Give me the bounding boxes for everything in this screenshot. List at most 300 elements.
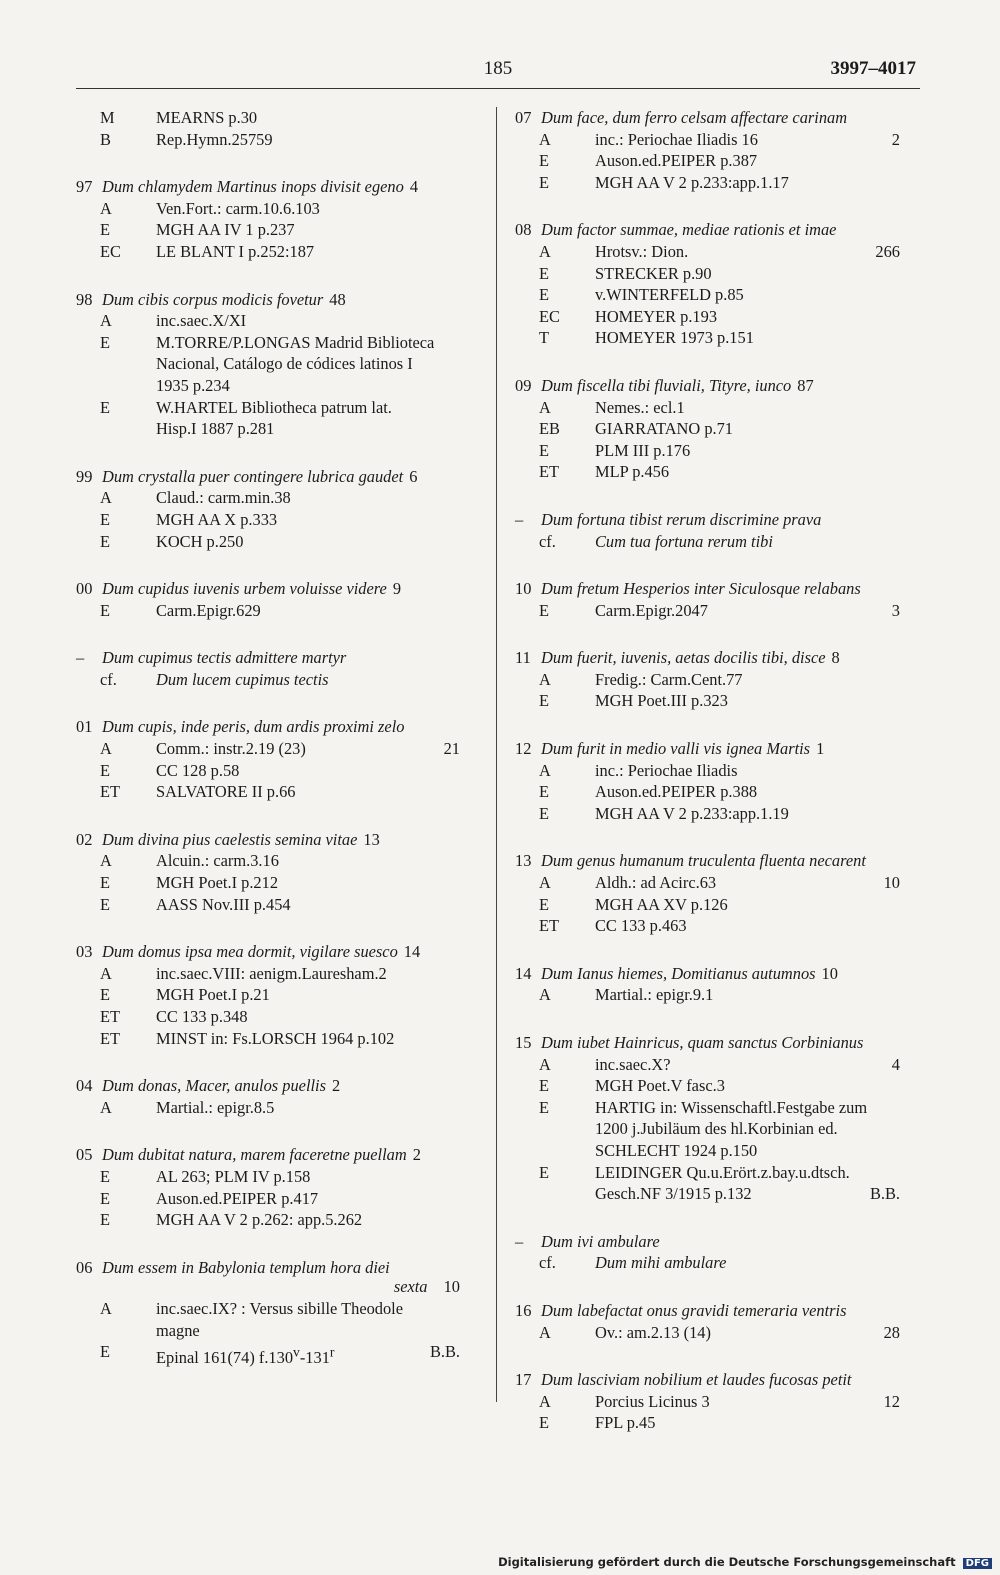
- verse-count: 48: [329, 289, 346, 309]
- source-code: M: [100, 108, 115, 127]
- verse-count: 14: [403, 942, 421, 962]
- source-code: E: [539, 1162, 550, 1182]
- reference-text: CC 133 p.348: [156, 1007, 248, 1026]
- footer-text: Digitalisierung gefördert durch die Deutsche Forschungsgemeinschaft: [498, 1555, 956, 1569]
- reference-line: [515, 327, 920, 349]
- source-code: EC: [100, 241, 121, 261]
- entry-number: 03: [76, 942, 93, 962]
- entry-heading: [515, 509, 920, 531]
- reference-line: [76, 984, 480, 1006]
- entry-heading: [76, 829, 480, 851]
- reference-line: [515, 531, 920, 553]
- reference-line: [515, 306, 920, 328]
- entry-number: 00: [76, 579, 93, 599]
- reference-line: [76, 332, 480, 354]
- reference-text: M.TORRE/P.LONGAS Madrid Biblioteca: [156, 332, 435, 352]
- reference-text: LE BLANT I p.252:187: [156, 241, 315, 261]
- reference-line: [515, 669, 920, 691]
- reference-text: v.WINTERFELD p.85: [595, 285, 744, 305]
- source-code: A: [100, 311, 112, 331]
- source-code: A: [539, 1322, 551, 1342]
- reference-line: [515, 915, 920, 937]
- reference-text: Auson.ed.PEIPER p.388: [595, 782, 758, 802]
- entry-left-0: [76, 107, 480, 150]
- entry-right-12: [515, 1369, 920, 1434]
- reference-text: Alcuin.: carm.3.16: [156, 851, 279, 871]
- source-code: E: [100, 509, 111, 529]
- reference-text: inc.saec.X?: [595, 1054, 671, 1074]
- reference-line: [76, 850, 480, 872]
- continuation-text: Hisp.I 1887 p.281: [156, 419, 275, 439]
- reference-line: [76, 1298, 480, 1320]
- reference-line: [76, 760, 480, 782]
- reference-line: [76, 397, 480, 419]
- line-value: 4: [891, 1054, 900, 1074]
- reference-text: MEARNS p.30: [156, 108, 258, 127]
- source-code: cf.: [539, 1253, 556, 1273]
- reference-text: LEIDINGER Qu.u.Erört.z.bay.u.dtsch.: [595, 1162, 850, 1182]
- reference-line: [515, 803, 920, 825]
- reference-line: [76, 1028, 480, 1050]
- reference-line: [76, 1006, 480, 1028]
- entry-right-6: [515, 738, 920, 824]
- right-column: [515, 107, 920, 1460]
- reference-line: [76, 310, 480, 332]
- reference-line: [76, 1166, 480, 1188]
- column-divider: [496, 107, 497, 1402]
- source-code: A: [100, 198, 112, 218]
- reference-line: [76, 1209, 480, 1231]
- entry-left-11: [76, 1257, 480, 1368]
- verse-count: 2: [412, 1145, 421, 1165]
- source-code: A: [539, 397, 551, 417]
- reference-line: [76, 872, 480, 894]
- reference-line: [515, 600, 920, 622]
- reference-line: [515, 129, 920, 151]
- reference-text: inc.saec.VIII: aenigm.Lauresham.2: [156, 963, 387, 983]
- line-value: 10: [883, 873, 900, 893]
- entry-right-7: [515, 850, 920, 936]
- entry-right-10: [515, 1231, 920, 1274]
- verse-count: 13: [363, 829, 380, 849]
- source-code: E: [100, 985, 111, 1005]
- reference-text: inc.: Periochae Iliadis: [595, 760, 738, 780]
- reference-text: Claud.: carm.min.38: [156, 488, 291, 508]
- reference-text: PLM III p.176: [595, 440, 691, 460]
- reference-line: [76, 198, 480, 220]
- continuation-text: SCHLECHT 1924 p.150: [595, 1140, 758, 1160]
- entry-number: 10: [515, 579, 532, 599]
- reference-line: [76, 894, 480, 916]
- reference-line: [515, 894, 920, 916]
- source-code: E: [100, 1188, 111, 1208]
- line-value: 28: [883, 1322, 900, 1342]
- source-code: T: [539, 328, 550, 348]
- reference-text: HOMEYER 1973 p.151: [595, 328, 754, 348]
- line-value: B.B.: [869, 1184, 900, 1204]
- reference-line: [515, 150, 920, 172]
- source-code: E: [539, 172, 550, 192]
- reference-line: [76, 487, 480, 509]
- entry-number: 04: [76, 1076, 93, 1096]
- reference-text: MGH AA XV p.126: [595, 894, 728, 914]
- entry-title: Dum lasciviam nobilium et laudes fucosas petit: [541, 1370, 852, 1390]
- entry-number: 13: [515, 851, 532, 871]
- reference-text: W.HARTEL Bibliotheca patrum lat.: [156, 397, 392, 417]
- entry-right-1: [515, 219, 920, 349]
- source-code: E: [100, 397, 111, 417]
- source-code: E: [100, 332, 111, 352]
- reference-text: MGH AA IV 1 p.237: [156, 220, 295, 240]
- source-code: E: [539, 894, 550, 914]
- reference-continuation: [515, 1118, 920, 1140]
- reference-line: [515, 418, 920, 440]
- reference-line: [515, 284, 920, 306]
- reference-line: [515, 440, 920, 462]
- source-code: E: [539, 151, 550, 171]
- source-code: A: [539, 985, 551, 1005]
- reference-line: [515, 263, 920, 285]
- continuation-text: magne: [156, 1320, 200, 1340]
- source-code: ET: [100, 1007, 121, 1026]
- source-code: ET: [100, 1028, 121, 1048]
- entry-heading: [515, 647, 920, 669]
- source-code: E: [100, 760, 111, 780]
- reference-continuation: [76, 375, 480, 397]
- source-code: A: [100, 1097, 112, 1117]
- entry-heading: [515, 1369, 920, 1391]
- source-code: B: [100, 129, 111, 149]
- entry-heading: [515, 850, 920, 872]
- entry-title: Dum cupis, inde peris, dum ardis proximi zelo: [102, 717, 405, 737]
- entry-heading: [76, 1075, 480, 1097]
- reference-line: [515, 690, 920, 712]
- continuation-text: 1200 j.Jubiläum des hl.Korbinian ed.: [595, 1119, 838, 1139]
- entry-number: 15: [515, 1033, 532, 1052]
- entry-left-7: [76, 829, 480, 915]
- reference-text: Rep.Hymn.25759: [156, 129, 273, 149]
- header-rule: [76, 88, 920, 89]
- reference-text: inc.saec.X/XI: [156, 311, 247, 331]
- source-code: A: [539, 1391, 551, 1411]
- entry-left-2: [76, 289, 480, 440]
- reference-line: [76, 781, 480, 803]
- reference-text: Auson.ed.PEIPER p.417: [156, 1188, 319, 1208]
- reference-line: [515, 760, 920, 782]
- source-code: E: [539, 1413, 550, 1433]
- entry-title: Dum crystalla puer contingere lubrica gaudet: [102, 466, 404, 486]
- line-value: 2: [891, 129, 900, 149]
- reference-text: MGH Poet.V fasc.3: [595, 1076, 725, 1096]
- reference-line: [76, 1188, 480, 1210]
- entry-title-continued: [76, 1276, 480, 1298]
- entry-number: 07: [515, 108, 532, 127]
- entry-number: 09: [515, 375, 532, 395]
- reference-text: inc.: Periochae Iliadis 16: [595, 129, 758, 149]
- source-code: A: [539, 760, 551, 780]
- reference-text: SALVATORE II p.66: [156, 782, 296, 802]
- reference-text: Hrotsv.: Dion.: [595, 241, 689, 261]
- source-code: ET: [539, 462, 560, 482]
- entry-heading: [515, 219, 920, 241]
- entry-title: Dum factor summae, mediae rationis et imae: [541, 220, 837, 240]
- reference-line: [76, 669, 480, 691]
- entry-number: 08: [515, 220, 532, 240]
- reference-text: MGH Poet.III p.323: [595, 691, 728, 711]
- reference-line: [76, 219, 480, 241]
- entry-left-3: [76, 466, 480, 552]
- entry-number: –: [515, 1231, 524, 1251]
- reference-line: [76, 600, 480, 622]
- entry-title: Dum fiscella tibi fluviali, Tityre, iunco: [541, 375, 792, 395]
- entry-range: 3997–4017: [830, 58, 916, 79]
- verse-count: 10: [443, 1277, 460, 1297]
- reference-continuation: [515, 1140, 920, 1162]
- reference-text: CC 128 p.58: [156, 760, 240, 780]
- reference-text: Porcius Licinus 3: [595, 1391, 710, 1411]
- entry-title: Dum labefactat onus gravidi temeraria ventris: [541, 1300, 847, 1320]
- entry-heading: [76, 647, 480, 669]
- verse-count: 87: [797, 375, 814, 395]
- entry-left-8: [76, 941, 480, 1049]
- page-number: 185: [483, 58, 513, 79]
- source-code: E: [100, 531, 111, 551]
- entry-title: Dum cupimus tectis admittere martyr: [102, 648, 347, 668]
- reference-continuation: [76, 353, 480, 375]
- reference-text: Comm.: instr.2.19 (23): [156, 739, 306, 759]
- entry-number: –: [76, 648, 85, 668]
- reference-text: MLP p.456: [595, 462, 670, 482]
- source-code: E: [539, 803, 550, 823]
- entry-left-10: [76, 1144, 480, 1230]
- entry-heading: [76, 466, 480, 488]
- reference-text: MINST in: Fs.LORSCH 1964 p.102: [156, 1028, 395, 1048]
- entry-number: 97: [76, 177, 93, 197]
- reference-continuation: [76, 418, 480, 440]
- reference-text: HOMEYER p.193: [595, 306, 718, 326]
- entry-number: 99: [76, 466, 93, 486]
- entry-right-3: [515, 509, 920, 552]
- continuation-text: Gesch.NF 3/1915 p.132: [595, 1184, 752, 1204]
- source-code: E: [539, 691, 550, 711]
- entry-title: Dum face, dum ferro celsam affectare carinam: [541, 108, 848, 127]
- reference-text: Carm.Epigr.629: [156, 600, 261, 620]
- source-code: A: [539, 873, 551, 893]
- entry-right-8: [515, 963, 920, 1006]
- source-code: E: [100, 894, 111, 914]
- reference-line: [76, 107, 480, 129]
- entry-left-5: [76, 647, 480, 690]
- entry-title: Dum fortuna tibist rerum discrimine prava: [541, 509, 822, 529]
- entry-right-4: [515, 578, 920, 621]
- entry-heading: [515, 375, 920, 397]
- verse-count: 1: [816, 739, 825, 759]
- left-column: [76, 107, 480, 1394]
- reference-line: [515, 1322, 920, 1344]
- reference-line: [515, 1391, 920, 1413]
- entry-number: 12: [515, 739, 532, 759]
- source-code: A: [539, 129, 551, 149]
- reference-text: KOCH p.250: [156, 531, 244, 551]
- source-code: E: [539, 440, 550, 460]
- reference-continuation: [76, 1320, 480, 1342]
- entry-heading: [515, 578, 920, 600]
- dfg-logo: DFG: [963, 1558, 992, 1569]
- reference-line: [515, 172, 920, 194]
- source-code: A: [539, 241, 551, 261]
- source-code: A: [100, 1298, 112, 1318]
- reference-text: Fredig.: Carm.Cent.77: [595, 669, 743, 689]
- source-code: A: [100, 963, 112, 983]
- source-code: E: [539, 285, 550, 305]
- entry-title: Dum donas, Macer, anulos puellis: [102, 1076, 326, 1096]
- footer-credit: [498, 1555, 992, 1569]
- reference-line: [76, 531, 480, 553]
- entry-title: Dum furit in medio valli vis ignea Martis: [541, 739, 811, 759]
- reference-text: Cum tua fortuna rerum tibi: [595, 531, 773, 551]
- entry-title: Dum cibis corpus modicis fovetur: [102, 289, 324, 309]
- reference-line: [515, 1412, 920, 1434]
- entry-heading: [76, 941, 480, 963]
- entry-number: 17: [515, 1370, 532, 1390]
- reference-text: MGH AA V 2 p.233:app.1.17: [595, 172, 789, 192]
- entry-number: 16: [515, 1300, 532, 1320]
- entry-right-2: [515, 375, 920, 483]
- verse-count: 2: [332, 1076, 341, 1096]
- reference-line: [76, 509, 480, 531]
- reference-text: AL 263; PLM IV p.158: [156, 1166, 311, 1186]
- reference-text: Ven.Fort.: carm.10.6.103: [156, 198, 320, 218]
- reference-line: [76, 963, 480, 985]
- source-code: cf.: [539, 531, 556, 551]
- reference-line: [515, 781, 920, 803]
- source-code: E: [100, 1166, 111, 1186]
- reference-text: CC 133 p.463: [595, 916, 687, 936]
- entry-title: Dum chlamydem Martinus inops divisit egeno: [102, 177, 404, 197]
- source-code: A: [539, 1054, 551, 1074]
- reference-line: [515, 984, 920, 1006]
- entry-title: Dum iubet Hainricus, quam sanctus Corbinianus: [541, 1033, 864, 1052]
- reference-text: MGH Poet.I p.21: [156, 985, 270, 1005]
- verse-count: 4: [409, 177, 419, 197]
- continuation-text: Nacional, Catálogo de códices latinos I: [156, 354, 413, 374]
- entry-number: 11: [515, 648, 531, 668]
- entry-title: Dum ivi ambulare: [541, 1231, 660, 1251]
- entry-title: Dum cupidus iuvenis urbem voluisse videre: [102, 579, 387, 599]
- verse-count: 8: [831, 648, 840, 668]
- entry-number: 98: [76, 289, 93, 309]
- verse-count: 10: [821, 963, 838, 983]
- entry-heading: [76, 716, 480, 738]
- reference-text: Carm.Epigr.2047: [595, 600, 708, 620]
- source-code: EB: [539, 419, 560, 439]
- source-code: EC: [539, 306, 560, 326]
- line-value: 12: [883, 1391, 900, 1411]
- entry-left-9: [76, 1075, 480, 1118]
- entry-right-0: [515, 107, 920, 193]
- entry-number: 05: [76, 1145, 93, 1165]
- reference-continuation: [515, 1183, 920, 1205]
- entry-number: –: [515, 509, 524, 529]
- verse-count: 9: [392, 579, 402, 599]
- reference-text: HARTIG in: Wissenschaftl.Festgabe zum: [595, 1097, 868, 1117]
- source-code: A: [100, 488, 112, 508]
- entry-heading: [515, 107, 920, 129]
- source-code: A: [100, 851, 112, 871]
- entry-right-5: [515, 647, 920, 712]
- source-code: E: [539, 263, 550, 283]
- source-code: E: [100, 1342, 111, 1362]
- entry-heading: [76, 289, 480, 311]
- entry-title: Dum domus ipsa mea dormit, vigilare suesco: [102, 942, 398, 962]
- entry-number: 02: [76, 829, 93, 849]
- reference-text: Dum mihi ambulare: [595, 1253, 727, 1273]
- entry-left-6: [76, 716, 480, 802]
- entry-heading: [76, 1144, 480, 1166]
- reference-line: [515, 397, 920, 419]
- reference-line: [76, 738, 480, 760]
- line-value: 266: [875, 241, 900, 261]
- source-code: A: [100, 739, 112, 759]
- reference-text: Ov.: am.2.13 (14): [595, 1322, 711, 1342]
- continuation-text: 1935 p.234: [156, 375, 230, 395]
- reference-line: [76, 1097, 480, 1119]
- reference-text: FPL p.45: [595, 1413, 656, 1433]
- entry-number: 01: [76, 717, 93, 737]
- source-code: E: [539, 782, 550, 802]
- reference-text: Martial.: epigr.9.1: [595, 985, 714, 1005]
- entry-number: 06: [76, 1257, 93, 1277]
- reference-text: MGH AA V 2 p.233:app.1.19: [595, 803, 789, 823]
- reference-line: [515, 1075, 920, 1097]
- reference-text: Epinal 161(74) f.130$^v$-131$^r$: [156, 1344, 335, 1367]
- entry-left-4: [76, 578, 480, 621]
- entry-heading: [515, 1231, 920, 1253]
- entry-heading: [515, 1032, 920, 1054]
- reference-line: [76, 241, 480, 263]
- entry-title: Dum essem in Babylonia templum hora diei: [102, 1257, 390, 1277]
- entry-title: Dum divina pius caelestis semina vitae: [102, 829, 358, 849]
- source-code: E: [100, 873, 111, 893]
- reference-line: [515, 461, 920, 483]
- entry-title: Dum fuerit, iuvenis, aetas docilis tibi, disce: [541, 648, 826, 668]
- reference-line: [515, 1054, 920, 1076]
- reference-text: AASS Nov.III p.454: [156, 894, 291, 914]
- entry-heading: [76, 1257, 480, 1279]
- source-code: A: [539, 669, 551, 689]
- line-value: 21: [443, 739, 460, 759]
- entry-number: 14: [515, 963, 532, 983]
- entry-heading: [515, 963, 920, 985]
- reference-line: [515, 1162, 920, 1184]
- reference-text: Aldh.: ad Acirc.63: [595, 873, 717, 893]
- title-continuation: sexta: [393, 1277, 428, 1297]
- line-value: B.B.: [429, 1342, 460, 1362]
- source-code: E: [100, 1210, 111, 1230]
- reference-text: GIARRATANO p.71: [595, 419, 734, 439]
- reference-text: Martial.: epigr.8.5: [156, 1097, 275, 1117]
- entry-title: Dum genus humanum truculenta fluenta necarent: [541, 851, 866, 871]
- reference-text: MGH Poet.I p.212: [156, 873, 279, 893]
- reference-text: Dum lucem cupimus tectis: [156, 669, 329, 689]
- entry-heading: [515, 1300, 920, 1322]
- reference-text: STRECKER p.90: [595, 263, 712, 283]
- entry-heading: [76, 578, 480, 600]
- reference-line: [76, 129, 480, 151]
- entry-title: Dum dubitat natura, marem faceretne puellam: [102, 1145, 407, 1165]
- source-code: cf.: [100, 669, 117, 689]
- entry-left-1: [76, 176, 480, 262]
